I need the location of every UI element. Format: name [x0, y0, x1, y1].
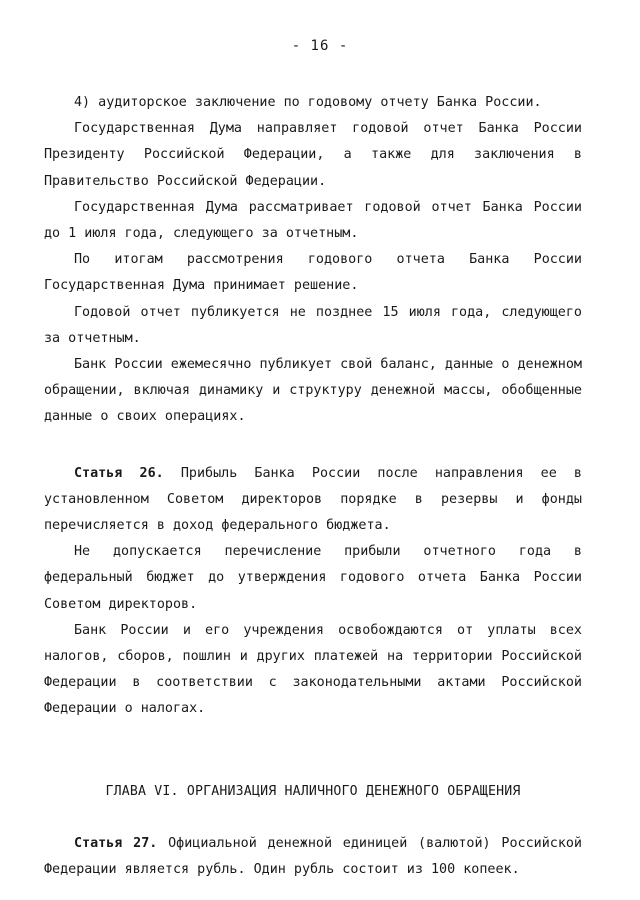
paragraph-audit-conclusion: 4) аудиторское заключение по годовому отчету Банка России. [74, 95, 542, 110]
paragraph-duma-reviews-report: Государственная Дума рассматривает годовой отчет Банка России до 1 июля года, следующего за отчетным. [44, 199, 582, 242]
page-number: - 16 - [291, 38, 349, 54]
paragraph-duma-sends-report: Государственная Дума направляет годовой отчет Банка России Президенту Российской Федерации, а также для заключения в Правительство Российской Федерации. [44, 121, 582, 189]
spacer [44, 431, 582, 461]
chapter-heading: ГЛАВА VI. ОРГАНИЗАЦИЯ НАЛИЧНОГО ДЕНЕЖНОГО ОБРАЩЕНИЯ [105, 783, 521, 799]
spacer [44, 805, 582, 831]
paragraph-duma-decision: По итогам рассмотрения годового отчета Банка России Государственная Дума принимает решение. [44, 252, 582, 294]
article-26-label: Статья 26. [74, 465, 164, 481]
spacer [44, 723, 582, 753]
article-26-paragraph-3: Банк России и его учреждения освобождаются от уплаты всех налогов, сборов, пошлин и других платежей на территории Российской Федерации в соответствии с законодательными актами Российской Федерации о налогах. [44, 622, 582, 717]
article-27-paragraph [44, 831, 582, 883]
spacer [44, 753, 582, 779]
article-27-text: Официальной денежной единицей (валютой) Российской Федерации является рубль. Один рубль состоит из 100 копеек. [44, 835, 582, 878]
article-27-label: Статья 27. [74, 835, 158, 851]
paragraph-monthly-balance: Банк России ежемесячно публикует свой баланс, данные о денежном обращении, включая динамику и структуру денежной массы, обобщенные данные о своих операциях. [44, 357, 582, 425]
article-26-paragraph-2: Не допускается перечисление прибыли отчетного года в федеральный бюджет до утверждения годового отчета Банка России Советом директоров. [44, 544, 582, 612]
article-26-paragraph [44, 461, 582, 540]
article-26-text: Прибыль Банка России после направления ее в установленном Советом директоров порядке в резервы и фонды перечисляется в доход федерального бюджета. [44, 465, 582, 534]
paragraph-report-publication: Годовой отчет публикуется не позднее 15 июля года, следующего за отчетным. [44, 304, 582, 346]
document-body [44, 90, 582, 883]
